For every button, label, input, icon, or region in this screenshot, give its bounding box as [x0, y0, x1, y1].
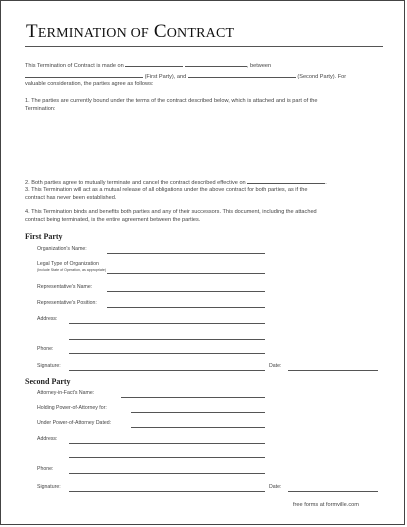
- rep-position-line[interactable]: [107, 307, 265, 308]
- first-address-label: Address:: [37, 316, 58, 322]
- poa-dated-label: Under Power-of-Attorney Dated:: [37, 420, 112, 426]
- first-party-name-blank[interactable]: [25, 72, 143, 78]
- terminate-line-2: 3. This Termination will act as a mutual release of all obligations under the above contract for both parties, as if the: [25, 187, 308, 193]
- first-party-heading: First Party: [25, 232, 63, 241]
- terminate-line-3: contract has never been established.: [25, 195, 117, 201]
- bound-line-2: Termination:: [25, 106, 56, 112]
- intro-line-1: This Termination of Contract is made on , between: [25, 63, 272, 69]
- second-party-heading: Second Party: [25, 377, 71, 386]
- document-title: TERMINATION OF CONTRACT: [26, 21, 235, 42]
- second-signature-label: Signature:: [37, 484, 61, 490]
- second-party-name-blank[interactable]: [188, 72, 296, 78]
- second-date-line[interactable]: [288, 491, 378, 492]
- intro-line-3: valuable consideration, the parties agree as follows:: [25, 81, 154, 87]
- poa-dated-line[interactable]: [131, 427, 265, 428]
- rep-name-line[interactable]: [107, 291, 265, 292]
- first-address-line-2[interactable]: [69, 339, 265, 340]
- first-address-line-1[interactable]: [69, 323, 265, 324]
- second-signature-line[interactable]: [69, 491, 265, 492]
- rep-name-label: Representative's Name:: [37, 284, 93, 290]
- effective-date-blank[interactable]: [247, 178, 325, 184]
- binding-line-2: contract being terminated, is the entire agreement between the parties.: [25, 217, 201, 223]
- legal-type-note: (Include State of Operation, as appropriate): [37, 268, 107, 272]
- first-date-label: Date:: [269, 363, 282, 369]
- intro-line-2: (First Party), and (Second Party). For: [25, 72, 346, 81]
- second-address-line-2[interactable]: [69, 457, 265, 458]
- first-phone-label: Phone:: [37, 346, 54, 352]
- holding-label: Holding Power-of-Attorney for:: [37, 405, 107, 411]
- org-name-line[interactable]: [107, 253, 265, 254]
- footer-credit: free forms at formville.com: [293, 502, 359, 508]
- org-name-label: Organization's Name:: [37, 246, 87, 252]
- second-phone-line[interactable]: [69, 473, 265, 474]
- second-address-line-1[interactable]: [69, 443, 265, 444]
- attorney-name-label: Attorney-in-Fact's Name:: [37, 390, 95, 396]
- bound-line-1: 1. The parties are currently bound under the terms of the contract described below, which is attached and is part of the: [25, 98, 318, 104]
- second-address-label: Address:: [37, 436, 58, 442]
- first-phone-line[interactable]: [69, 353, 265, 354]
- binding-line-1: 4. This Termination binds and benefits both parties and any of their successors. This document, including the attached: [25, 209, 317, 215]
- rep-position-label: Representative's Position:: [37, 300, 97, 306]
- first-signature-label: Signature:: [37, 363, 61, 369]
- attorney-name-line[interactable]: [121, 397, 265, 398]
- first-party-blank[interactable]: [185, 61, 247, 67]
- second-phone-label: Phone:: [37, 466, 54, 472]
- holding-line[interactable]: [131, 412, 265, 413]
- terminate-line-1: 2. Both parties agree to mutually terminate and cancel the contract described effective on .: [25, 180, 327, 186]
- legal-type-line[interactable]: [107, 273, 265, 274]
- date-blank[interactable]: [125, 61, 183, 67]
- legal-type-label: Legal Type of Organization: [37, 261, 99, 267]
- title-rule: [25, 46, 383, 47]
- first-signature-line[interactable]: [69, 370, 265, 371]
- first-date-line[interactable]: [288, 370, 378, 371]
- second-date-label: Date:: [269, 484, 282, 490]
